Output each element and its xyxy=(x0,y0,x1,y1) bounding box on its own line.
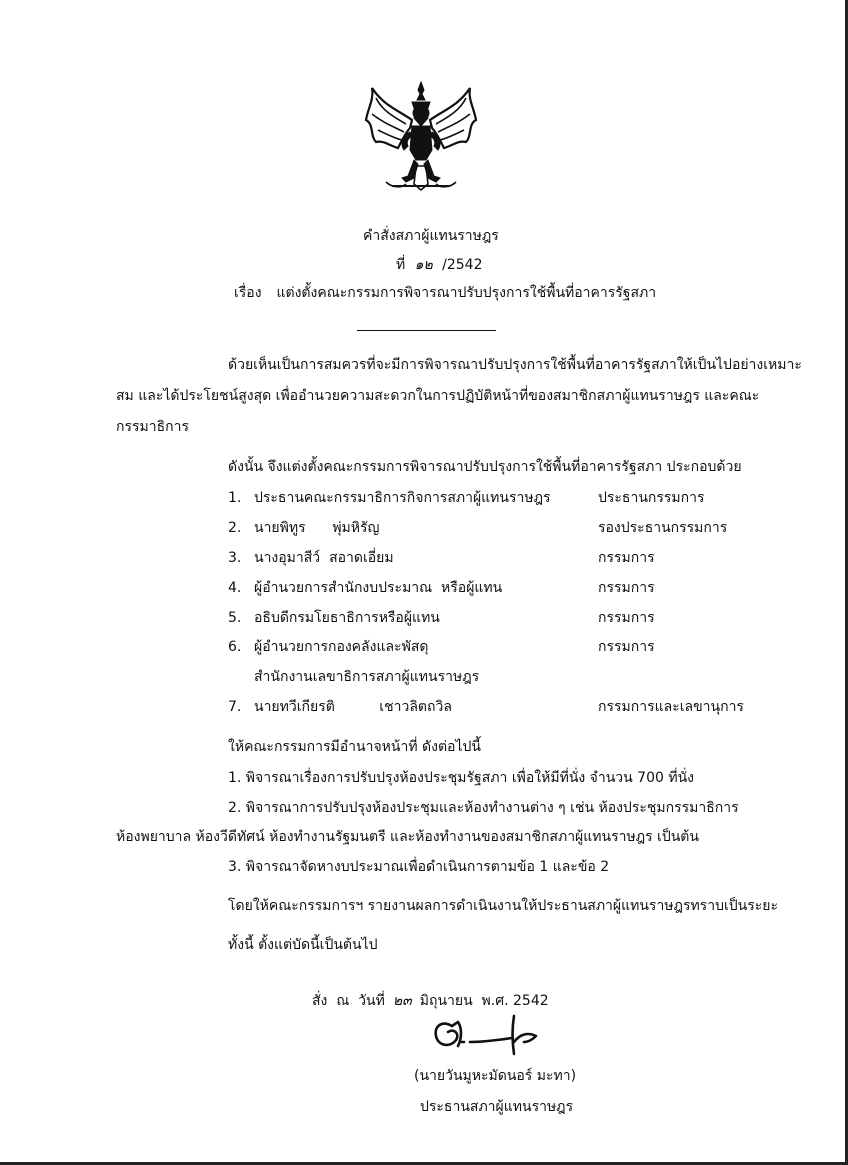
subject-text: แต่งตั้งคณะกรรมการพิจารณาปรับปรุงการใช้พื้นที่อาคารรัฐสภา xyxy=(276,285,657,301)
member-number: 7. xyxy=(228,699,242,715)
member-row xyxy=(228,489,551,507)
member-role: กรรมการและเลขานุการ xyxy=(598,699,744,715)
effective-line: ทั้งนี้ ตั้งแต่บัดนี้เป็นต้นไป xyxy=(228,937,378,953)
signature-icon xyxy=(428,1012,543,1058)
member-row xyxy=(228,519,379,537)
member-name: ประธานคณะกรรมาธิการกิจการสภาผู้แทนราษฎร xyxy=(254,490,551,506)
member-role: กรรมการ xyxy=(598,580,655,596)
subject-label: เรื่อง xyxy=(234,285,262,301)
member-number: 2. xyxy=(228,520,242,536)
member-role: กรรมการ xyxy=(598,550,655,566)
member-name: นางอุมาสีว์ สอาดเอี่ยม xyxy=(254,550,394,566)
appoint-line: ดังนั้น จึงแต่งตั้งคณะกรรมการพิจารณาปรับปรุงการใช้พื้นที่อาคารรัฐสภา ประกอบด้วย xyxy=(228,459,742,475)
member-row xyxy=(228,609,440,627)
duties-heading: ให้คณะกรรมการมีอำนาจหน้าที่ ดังต่อไปนี้ xyxy=(228,739,481,755)
duty-1: 1. พิจารณาเรื่องการปรับปรุงห้องประชุมรัฐสภา เพื่อให้มีที่นั่ง จำนวน 700 ที่นั่ง xyxy=(228,770,694,786)
member-number: 5. xyxy=(228,610,242,626)
member-role: รองประธานกรรมการ xyxy=(598,520,728,536)
intro-line-1: ด้วยเห็นเป็นการสมควรที่จะมีการพิจารณาปรับปรุงการใช้พื้นที่อาคารรัฐสภาให้เป็นไปอย่างเหมาะ xyxy=(228,357,802,373)
order-number-handwritten: ๑๒ xyxy=(414,257,433,273)
member-role: กรรมการ xyxy=(598,610,655,626)
member-row xyxy=(254,668,479,686)
member-number: 6. xyxy=(228,639,242,655)
intro-line-3: กรรมาธิการ xyxy=(116,419,190,435)
member-name: นายทวีเกียรติ เชาวลิตถวิล xyxy=(254,699,452,715)
date-prefix: สั่ง ณ วันที่ xyxy=(312,993,385,1009)
garuda-emblem-icon xyxy=(362,80,480,192)
duty-3: 3. พิจารณาจัดหางบประมาณเพื่อดำเนินการตามข้อ 1 และข้อ 2 xyxy=(228,859,610,875)
member-row xyxy=(228,579,502,597)
order-number-line xyxy=(396,256,483,274)
order-title: คำสั่งสภาผู้แทนราษฎร xyxy=(363,228,499,244)
member-name: ผู้อำนวยการกองคลังและพัสดุ xyxy=(254,639,429,655)
member-number: 4. xyxy=(228,580,242,596)
member-name: อธิบดีกรมโยธาธิการหรือผู้แทน xyxy=(254,610,440,626)
intro-line-2: สม และได้ประโยชน์สูงสุด เพื่ออำนวยความสะดวกในการปฏิบัติหน้าที่ของสมาชิกสภาผู้แทนราษฎร และคณะ xyxy=(116,388,760,404)
member-row xyxy=(228,638,428,656)
duty-2-line-1: 2. พิจารณาการปรับปรุงห้องประชุมและห้องทำงานต่าง ๆ เช่น ห้องประชุมกรรมาธิการ xyxy=(228,800,739,816)
order-year: /2542 xyxy=(442,257,483,273)
member-role: กรรมการ xyxy=(598,639,655,655)
date-day-handwritten: ๒๓ xyxy=(392,993,412,1009)
member-number: 1. xyxy=(228,490,242,506)
member-name: ผู้อำนวยการสำนักงบประมาณ หรือผู้แทน xyxy=(254,580,503,596)
duty-2-line-2: ห้องพยาบาล ห้องวีดีทัศน์ ห้องทำงานรัฐมนตรี และห้องทำงานของสมาชิกสภาผู้แทนราษฎร เป็นต้น xyxy=(116,829,699,845)
member-row xyxy=(228,698,452,716)
member-role: ประธานกรรมการ xyxy=(598,490,705,506)
member-name: สำนักงานเลขาธิการสภาผู้แทนราษฎร xyxy=(254,669,480,685)
date-rest: มิถุนายน พ.ศ. 2542 xyxy=(419,993,549,1009)
member-row xyxy=(228,549,394,567)
report-line: โดยให้คณะกรรมการฯ รายงานผลการดำเนินงานให้ประธานสภาผู้แทนราษฎรทราบเป็นระยะ xyxy=(228,898,778,914)
signer-name: (นายวันมูหะมัดนอร์ มะทา) xyxy=(414,1068,577,1084)
signer-title: ประธานสภาผู้แทนราษฎร xyxy=(420,1099,574,1115)
member-number: 3. xyxy=(228,550,242,566)
subject-line xyxy=(234,284,656,302)
header-divider xyxy=(357,330,496,331)
member-name: นายพิทูร พุ่มหิรัญ xyxy=(254,520,380,536)
order-date-line xyxy=(312,992,549,1010)
order-prefix: ที่ xyxy=(396,257,406,273)
